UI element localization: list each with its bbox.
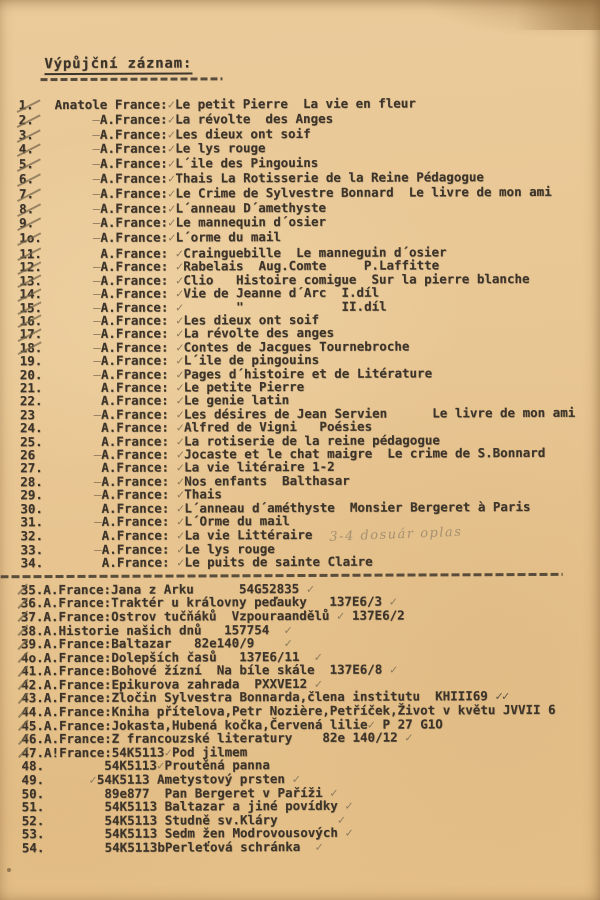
typed-text: Anatole France: <box>54 96 168 113</box>
pencil-mark: – <box>94 541 102 557</box>
typed-text: Thais La Rotisserie de la Reine Pédagogue <box>175 169 484 186</box>
record-number: 5. <box>19 157 55 172</box>
pencil-mark: ✓ <box>176 513 185 529</box>
pencil-mark: ✓ <box>176 392 184 408</box>
pencil-mark: – <box>92 156 101 172</box>
record-number: 25. <box>20 433 43 449</box>
typed-text: L´anneau D´amethyste <box>175 199 327 216</box>
pencil-mark: – <box>93 312 101 328</box>
typed-text: A.France:Jokasta,Hubená kočka,Červená lilie <box>43 716 368 733</box>
typed-text: A.France:Jana z Arku 54G52835 <box>43 580 307 597</box>
pencil-check-bold: ✓✓ <box>495 688 509 704</box>
record-number: 31. <box>20 514 44 530</box>
typed-text: Vie de Jeanne d´Arc I.díl <box>183 284 380 301</box>
typed-text: L´ile des Pingouins <box>175 155 319 171</box>
pencil-mark: ✓ <box>176 527 185 543</box>
record-number: 2. <box>19 113 55 128</box>
record-number: 37. <box>20 609 44 625</box>
record-number: 39. <box>20 636 44 652</box>
pencil-mark: – <box>93 473 102 489</box>
pencil-mark: ✓ <box>175 258 184 274</box>
record-number: 3. <box>19 128 55 143</box>
typed-text: Le mannequin d´osier <box>175 214 327 230</box>
pencil-mark: ✓ <box>336 607 345 623</box>
pencil-mark: ✓ <box>175 245 184 261</box>
record-number: 8. <box>19 202 55 217</box>
pencil-mark: ✓ <box>175 272 184 288</box>
pencil-mark: – <box>93 299 101 315</box>
record-row <box>20 499 600 515</box>
typed-text: A.France: <box>56 500 177 516</box>
pencil-mark: ✓ <box>330 784 338 800</box>
typed-text: A.France:Zločin Sylvestra Bonnarda,člena institutu KHIII69 <box>43 688 496 706</box>
typed-text: A.France: <box>100 312 177 328</box>
record-number: 12. <box>19 260 55 274</box>
typed-text: Le lys rouge <box>184 541 275 557</box>
typed-text: A.France: <box>56 460 177 476</box>
pencil-mark: ✓ <box>176 554 185 570</box>
pencil-mark: ✓ <box>389 661 398 677</box>
pencil-mark: ✓ <box>167 96 176 112</box>
record-number: 28. <box>20 473 43 490</box>
pencil-mark: ✓ <box>167 200 176 216</box>
typed-text: A.France: <box>100 214 169 231</box>
typed-text: La vie litéraire 1-2 <box>184 459 335 475</box>
pencil-mark: ✓ <box>176 406 184 422</box>
typed-text: Le petit Pierre La vie en fleur <box>174 95 416 112</box>
record-number: 4. <box>19 142 55 157</box>
typed-text <box>55 141 93 156</box>
typed-text: Pod jilmem <box>171 744 248 760</box>
pencil-mark: ✓ <box>167 111 176 127</box>
typed-text: Crainguebille Le manneguin d´osier <box>183 244 447 261</box>
record-number: 15. <box>19 301 55 315</box>
typed-text: A.France:Bohové žízní Na bíle skále 137E6/8 <box>43 661 390 679</box>
typed-text: A!France:54K5113 <box>43 744 165 760</box>
pencil-mark: – <box>92 215 101 231</box>
record-number: 14. <box>19 287 55 301</box>
pencil-mark: ✓ <box>176 379 184 395</box>
typed-text: A.France: <box>100 272 176 288</box>
record-number: 32. <box>20 527 44 543</box>
typed-text: La vie Littéraire <box>184 526 313 543</box>
pencil-mark: – <box>93 326 101 342</box>
typed-text: L´anneau d´améthyste Monsier Bergeret à Paris <box>184 498 531 516</box>
record-number: 27. <box>20 460 43 476</box>
record-number: 29. <box>20 487 43 503</box>
typed-text: Proutěná panna <box>164 757 270 774</box>
pencil-mark: – <box>93 487 102 503</box>
typed-text <box>55 171 93 186</box>
typed-text: P 27 G1O <box>374 716 443 732</box>
pencil-mark: ✓ <box>337 811 346 827</box>
typed-text: A.France: <box>100 366 177 382</box>
record-number: 23 <box>19 406 36 423</box>
pencil-mark: – <box>92 259 101 275</box>
pencil-mark: – <box>93 366 101 382</box>
typed-text: Alfred de Vigni Poésies <box>183 418 373 435</box>
typed-text: 54K5113 Baltazar a jiné povídky <box>44 798 346 815</box>
records-block-middle-loans <box>0 245 600 570</box>
pencil-mark: ✓ <box>306 580 315 596</box>
pencil-mark: ✓ <box>176 352 184 368</box>
record-number: 51. <box>21 799 45 815</box>
record-number: 22. <box>19 393 43 409</box>
typed-text: Le petite Pierre <box>183 379 305 395</box>
typed-text: A.France: <box>101 513 177 529</box>
pencil-mark: ✓ <box>176 473 185 489</box>
typed-text: Le Crime de Sylvestre Bonnard Le livre de mon ami <box>175 183 552 201</box>
typed-text: Jocaste et le chat maigre Le crime de S.Bonnard <box>184 444 546 462</box>
pencil-mark: ✓ <box>167 140 176 156</box>
typed-text: Clio Histoire comigue Sur la pierre blanche <box>183 270 530 288</box>
typed-text: 137E6/2 <box>344 607 405 623</box>
pencil-mark: – <box>92 200 101 216</box>
record-number: 9. <box>19 216 55 231</box>
pencil-mark: ✓ <box>176 366 184 382</box>
pencil-mark: ✓ <box>176 446 185 462</box>
record-row <box>22 839 600 855</box>
pencil-mark: ✓ <box>345 797 353 814</box>
pencil-mark: ✓ <box>89 771 97 787</box>
typed-text: A.France: <box>56 554 178 571</box>
typed-text: A.France: <box>100 352 177 369</box>
pencil-mark: ✓ <box>176 541 185 557</box>
pencil-mark: – <box>92 185 101 201</box>
typed-text <box>55 156 93 171</box>
pencil-mark: ✓ <box>167 170 176 186</box>
typed-text: A.France: <box>101 541 178 557</box>
pencil-mark: ✓ <box>156 758 165 774</box>
pencil-mark: ✓ <box>175 312 184 328</box>
record-number: 47. <box>21 744 45 761</box>
typed-text: 89e877 Pan Bergeret v Paříži <box>44 784 331 801</box>
pencil-mark: ✓ <box>175 325 184 341</box>
pencil-mark: – <box>92 111 100 127</box>
title-underline-dashes <box>40 77 222 81</box>
pencil-mark: ✓ <box>167 185 176 201</box>
pencil-mark: ✓ <box>284 635 292 651</box>
pencil-mark: – <box>92 272 101 288</box>
typed-text: L´Orme du mail <box>184 513 290 529</box>
record-number: 20. <box>19 366 43 382</box>
typed-text <box>55 200 93 215</box>
record-number: 50. <box>21 785 45 801</box>
typed-text: A.France:Baltazar 82e140/9 <box>43 635 285 652</box>
typed-text: Le genie latin <box>183 392 290 408</box>
pencil-mark: ✓ <box>175 285 184 301</box>
record-number: 34. <box>20 555 44 571</box>
record-number: 19. <box>19 353 43 369</box>
record-number: 16. <box>20 314 56 328</box>
record-number: 17. <box>20 327 56 341</box>
typed-text: Le puits de sainte Claire <box>184 553 373 570</box>
typed-text <box>55 126 93 141</box>
typed-text: Les désires de Jean Servien Le livre de mon ami <box>183 404 576 422</box>
typed-text: 54K5113 Studně sv.Kláry <box>44 811 338 828</box>
pencil-mark: – <box>92 141 100 157</box>
record-number: 53. <box>21 826 45 842</box>
pencil-mark: ✓ <box>176 339 184 355</box>
pencil-mark: ✓ <box>176 500 185 516</box>
typed-text: La révolte des Anges <box>175 110 334 127</box>
typed-text <box>55 186 93 201</box>
typed-text: Nos enfants Balthasar <box>184 472 350 489</box>
record-number: 26 <box>20 447 36 463</box>
pencil-mark: – <box>92 170 101 186</box>
record-number: 36. <box>20 595 44 611</box>
typed-text: A.France: <box>55 379 177 396</box>
typed-text <box>55 215 93 230</box>
typed-text: L´orme du mail <box>175 229 282 245</box>
typed-text: Thais <box>184 486 222 502</box>
record-number: 54. <box>21 840 45 856</box>
pencil-mark: ✓ <box>345 825 353 841</box>
typed-text: A.France:Kniha přítelova,Petr Nozière,Petříček,Život v květu JVVII 6 <box>43 701 556 720</box>
typed-text: A.France: <box>100 285 176 302</box>
typed-text: A.France: <box>55 392 177 409</box>
pencil-mark: ✓ <box>176 486 185 502</box>
typed-text: 54K5113bPerleťová schránka <box>44 838 316 856</box>
pencil-mark: ✓ <box>164 744 172 760</box>
pencil-mark: ✓ <box>167 126 176 142</box>
typed-text: A.France: <box>56 433 177 449</box>
typed-text: A.France: <box>55 245 176 262</box>
pencil-mark: ✓ <box>167 155 176 171</box>
pencil-mark: ✓ <box>176 419 184 435</box>
typed-text: A.France: <box>100 200 168 216</box>
typed-text: A.France: <box>101 406 177 422</box>
pencil-mark: ✓ <box>284 621 292 637</box>
paper-speck <box>7 868 11 872</box>
pencil-mark: ✓ <box>314 648 323 664</box>
section-separator <box>1 573 563 578</box>
pencil-mark: – <box>93 446 102 462</box>
pencil-mark: – <box>92 126 100 142</box>
pencil-mark: – <box>94 513 102 529</box>
record-number: 41. <box>21 663 44 679</box>
record-row <box>19 229 599 246</box>
typed-text: 54K5113 Sedm žen Modrovousových <box>44 825 346 842</box>
typed-text: A.France: <box>100 339 177 355</box>
typed-text <box>55 112 93 127</box>
record-number: 1o. <box>19 231 55 246</box>
record-number: 30. <box>20 500 43 516</box>
pencil-mark: ✓ <box>314 675 323 691</box>
typed-text: Les dieux ont soif <box>183 311 320 328</box>
typed-text: La révolte des anges <box>183 325 335 341</box>
typed-text: A.France: <box>100 299 176 315</box>
pencil-mark: ✓ <box>176 459 185 476</box>
typed-text: A.France:Z francouzské literatury 82e 140/12 <box>43 729 406 747</box>
records-block-old-loans <box>0 96 599 247</box>
pencil-mark: ✓ <box>176 433 185 449</box>
typed-text: A.France: <box>99 155 168 172</box>
typed-text <box>55 230 93 245</box>
pencil-mark: – <box>93 339 101 355</box>
pencil-mark: – <box>92 230 101 246</box>
typed-text: A.France: <box>101 486 177 503</box>
record-number: 44. <box>21 704 44 720</box>
record-number: 1. <box>19 98 55 113</box>
typed-text: Le lys rouge <box>175 140 266 156</box>
typed-text: L´ile de pingouins <box>183 352 320 368</box>
typed-text: 54K5113 Ametystový prsten <box>96 771 293 787</box>
pencil-mark: ✓ <box>367 716 376 732</box>
record-number: 6. <box>19 172 55 187</box>
pencil-mark: ✓ <box>315 838 323 854</box>
record-number: 4o. <box>20 649 44 665</box>
typed-text: A.Historie našich dnů 157754 <box>43 621 285 638</box>
record-number: 42. <box>21 676 44 693</box>
typed-text: A.France: <box>101 446 177 462</box>
typed-text: A.France: <box>100 229 169 246</box>
record-number: 46. <box>21 731 44 747</box>
typed-text: A.France: <box>99 111 168 127</box>
typed-text: A.France: <box>99 126 168 142</box>
typed-text: Contes de Jacgues Tournebroche <box>183 338 410 355</box>
pencil-mark: ✓ <box>292 771 301 787</box>
record-number: 45. <box>21 717 44 733</box>
page-header <box>0 0 598 81</box>
record-number: 33. <box>20 542 44 558</box>
pencil-mark: – <box>93 406 102 422</box>
typed-text: A.France: <box>99 140 168 157</box>
pencil-mark: ✓ <box>168 229 176 245</box>
handwritten-note: 3-4 dosuár oplas <box>312 524 463 546</box>
typed-text: A.France: <box>100 325 177 342</box>
typed-text: Rabelais Aug.Comte P.Laffitte <box>183 257 440 274</box>
typed-text: A.France: <box>100 185 168 201</box>
typed-text: 54K5113 <box>44 758 157 774</box>
record-number: 13. <box>19 274 55 288</box>
pencil-mark: ✓ <box>389 593 398 609</box>
typed-text: A.France:Ostrov tučňáků Vzpouraandělů <box>43 607 337 625</box>
typed-text: A.France:Epikurova zahrada PXXVE12 <box>43 675 315 692</box>
record-number: 49. <box>21 772 45 788</box>
record-number: 35. <box>20 581 44 597</box>
typed-text: La rotiserie de la reine pédagogue <box>183 432 440 449</box>
typed-text: A.France: <box>100 170 168 186</box>
typed-text: A.France: <box>56 527 177 543</box>
pencil-mark: ✓ <box>167 214 176 230</box>
record-number: 48. <box>21 758 45 774</box>
record-number: 21. <box>19 380 43 396</box>
typed-text: Les dieux ont soif <box>175 125 311 142</box>
page-title: Výpůjční záznam: <box>44 55 192 75</box>
record-number: 38. <box>20 622 44 638</box>
typed-text: A.France: <box>55 419 177 436</box>
pencil-mark: ✓ <box>405 729 413 745</box>
record-number: 24. <box>19 420 43 436</box>
typed-text: A.France: <box>100 258 176 275</box>
record-number: 18. <box>20 341 56 355</box>
typed-text: A.France: <box>101 473 177 489</box>
typed-text: A.France:Dolepších časů 137E6/11 <box>43 648 315 665</box>
record-row <box>21 554 600 570</box>
pencil-mark: – <box>93 286 101 302</box>
typed-text: " II.díl <box>183 298 387 315</box>
records-block-czech-editions <box>1 580 600 854</box>
typed-text: A.France:Traktér u královny peďauky 137E6/3 <box>43 593 390 611</box>
record-number: 43. <box>21 690 44 706</box>
pencil-mark: ✓ <box>175 299 184 315</box>
record-number: 11. <box>19 247 55 261</box>
record-number: 52. <box>21 812 45 829</box>
record-number: 7. <box>19 187 55 202</box>
pencil-mark: – <box>93 353 101 369</box>
typed-text: Pages d´histoire et de Litérature <box>183 365 433 382</box>
